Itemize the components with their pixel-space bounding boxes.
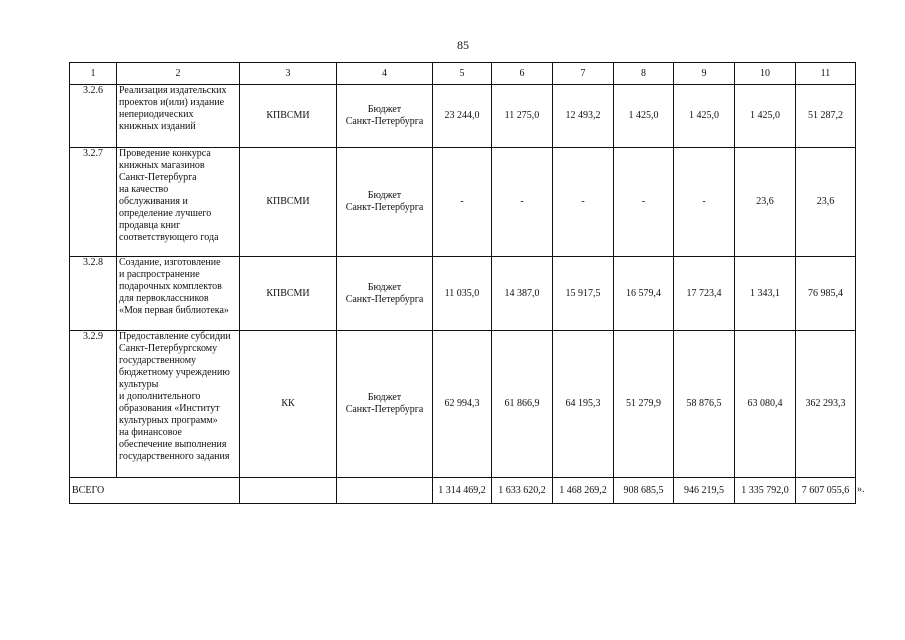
row-value-col-11: 51 287,2 [796,85,856,148]
row-description: Создание, изготовление и распространение подарочных комплектов для первоклассников «Моя первая библиотека» [117,257,240,331]
total-row [70,478,856,504]
closing-quote-mark: ». [857,484,865,495]
header-cell-7: 7 [553,63,614,85]
total-value-col-10: 1 335 792,0 [735,478,796,504]
table-row [70,148,856,257]
page-number: 85 [457,38,469,52]
row-funding-source: Бюджет Санкт-Петербурга [337,257,433,331]
row-value-col-8: 16 579,4 [614,257,674,331]
total-empty-cell [240,478,337,504]
row-number: 3.2.7 [70,148,117,257]
row-value-col-8: 1 425,0 [614,85,674,148]
row-value-col-6: 61 866,9 [492,331,553,478]
row-value-col-10: 1 425,0 [735,85,796,148]
row-value-col-6: 11 275,0 [492,85,553,148]
header-row [70,63,856,85]
row-value-col-9: - [674,148,735,257]
row-funding-source: Бюджет Санкт-Петербурга [337,148,433,257]
row-value-col-5: - [433,148,492,257]
table-body [70,85,856,504]
header-cell-11: 11 [796,63,856,85]
row-executor: КПВСМИ [240,148,337,257]
row-value-col-9: 17 723,4 [674,257,735,331]
header-cell-9: 9 [674,63,735,85]
total-value-col-11: 7 607 055,6 [796,478,856,504]
row-executor: КПВСМИ [240,85,337,148]
header-cell-5: 5 [433,63,492,85]
table-row [70,85,856,148]
row-number: 3.2.6 [70,85,117,148]
row-number: 3.2.9 [70,331,117,478]
total-value-col-6: 1 633 620,2 [492,478,553,504]
header-cell-1: 1 [70,63,117,85]
row-value-col-9: 58 876,5 [674,331,735,478]
row-description: Проведение конкурса книжных магазинов Санкт-Петербурга на качество обслуживания и определение лучшего продавца книг соответствующего года [117,148,240,257]
header-cell-10: 10 [735,63,796,85]
header-cell-3: 3 [240,63,337,85]
row-value-col-5: 62 994,3 [433,331,492,478]
row-executor: КК [240,331,337,478]
header-cell-4: 4 [337,63,433,85]
row-value-col-11: 76 985,4 [796,257,856,331]
row-value-col-6: 14 387,0 [492,257,553,331]
table-head [70,63,856,85]
row-funding-source: Бюджет Санкт-Петербурга [337,331,433,478]
row-value-col-10: 23,6 [735,148,796,257]
row-number: 3.2.8 [70,257,117,331]
row-value-col-7: 64 195,3 [553,331,614,478]
total-empty-cell [337,478,433,504]
budget-table [69,62,856,504]
row-value-col-7: 15 917,5 [553,257,614,331]
table-row [70,331,856,478]
header-cell-8: 8 [614,63,674,85]
row-value-col-11: 362 293,3 [796,331,856,478]
row-description: Предоставление субсидии Санкт-Петербургскому государственному бюджетному учреждению культуры и дополнительного образования «Институт культурных программ» на финансовое обеспечение выполнения государственного задания [117,331,240,478]
total-label: ВСЕГО [70,478,240,504]
row-value-col-5: 11 035,0 [433,257,492,331]
total-value-col-9: 946 219,5 [674,478,735,504]
total-value-col-5: 1 314 469,2 [433,478,492,504]
row-value-col-10: 1 343,1 [735,257,796,331]
row-value-col-7: 12 493,2 [553,85,614,148]
total-value-col-7: 1 468 269,2 [553,478,614,504]
total-value-col-8: 908 685,5 [614,478,674,504]
row-value-col-9: 1 425,0 [674,85,735,148]
row-value-col-8: 51 279,9 [614,331,674,478]
row-executor: КПВСМИ [240,257,337,331]
header-cell-2: 2 [117,63,240,85]
header-cell-6: 6 [492,63,553,85]
row-value-col-10: 63 080,4 [735,331,796,478]
row-description: Реализация издательских проектов и(или) издание непериодических книжных изданий [117,85,240,148]
row-value-col-7: - [553,148,614,257]
row-funding-source: Бюджет Санкт-Петербурга [337,85,433,148]
table-row [70,257,856,331]
row-value-col-6: - [492,148,553,257]
row-value-col-8: - [614,148,674,257]
row-value-col-11: 23,6 [796,148,856,257]
row-value-col-5: 23 244,0 [433,85,492,148]
